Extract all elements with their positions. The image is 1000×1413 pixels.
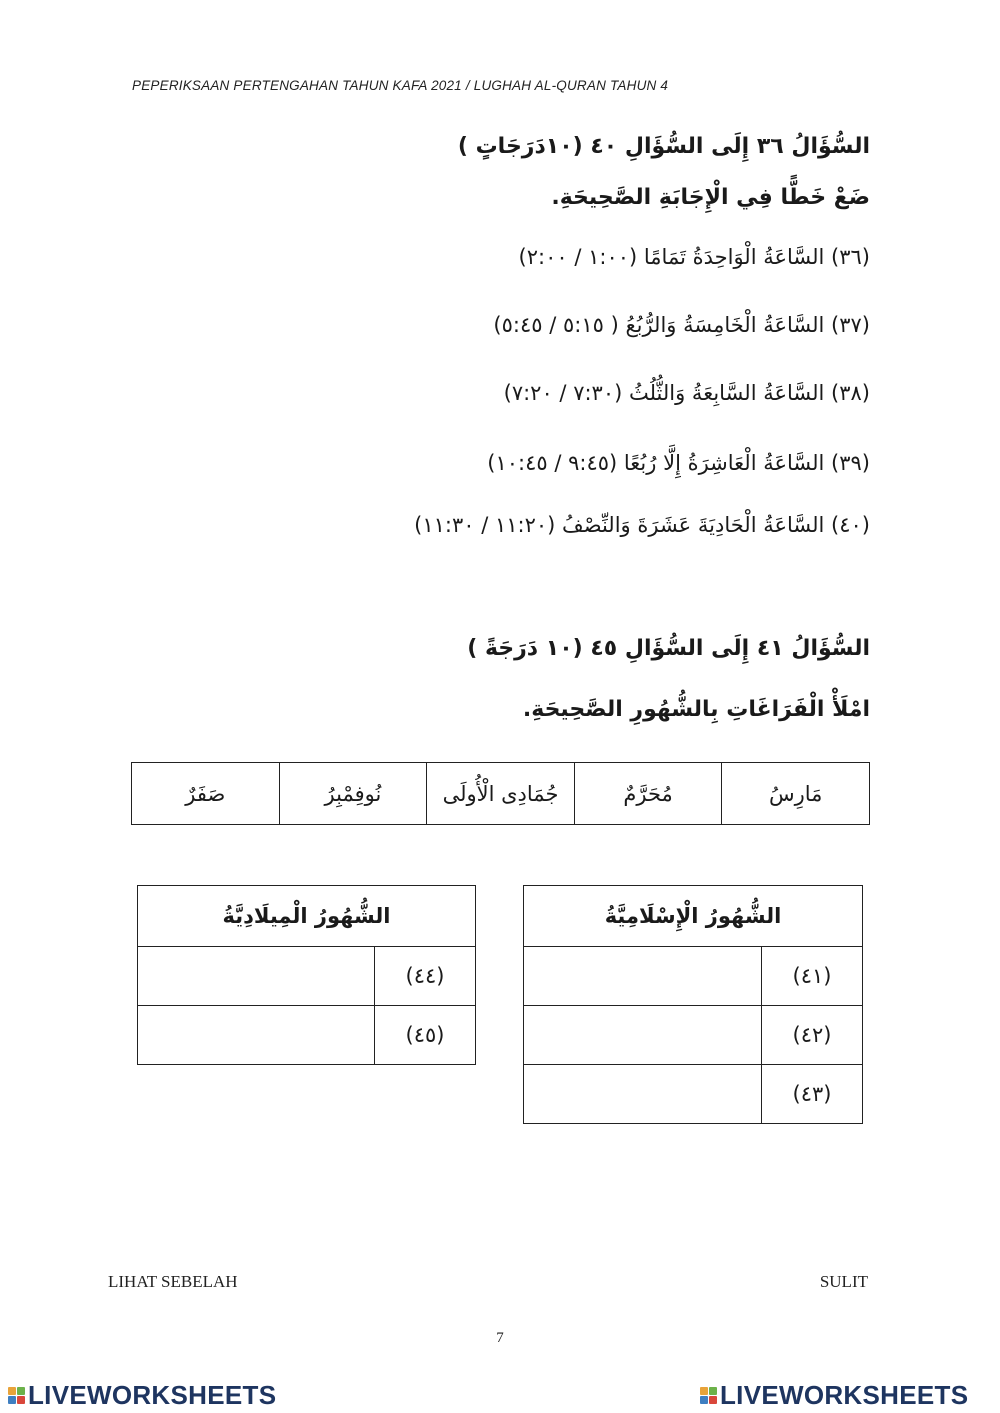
question-36[interactable]: (٣٦) السَّاعَةُ الْوَاحِدَةُ تَمَامًا (١:٠٠ / ٢:٠٠) [518, 245, 870, 269]
month-option[interactable]: جُمَادِى الْأُولَى [427, 763, 575, 825]
question-40[interactable]: (٤٠) السَّاعَةُ الْحَادِيَةَ عَشَرَةَ وَالنِّصْفُ (١١:٢٠ / ١١:٣٠) [414, 513, 870, 537]
month-word-bank [131, 762, 870, 825]
footer-left: LIHAT SEBELAH [108, 1272, 238, 1291]
page-header: PEPERIKSAAN PERTENGAHAN TAHUN KAFA 2021 / LUGHAH AL-QURAN TAHUN 4 [132, 78, 669, 93]
question-number: (٤٣) [762, 1065, 863, 1124]
answer-44-field[interactable] [138, 947, 375, 1006]
islamic-table-title: الشُّهُورُ الْإِسْلَامِيَّةُ [524, 886, 863, 947]
islamic-months-table [523, 885, 863, 1124]
section1-instruction: ضَعْ خَطًّا فِي الْإِجَابَةِ الصَّحِيحَةِ. [551, 185, 870, 210]
liveworksheets-brand-left[interactable] [8, 1380, 276, 1411]
question-37[interactable]: (٣٧) السَّاعَةُ الْخَامِسَةُ وَالرُّبُعُ ( ٥:١٥ / ٥:٤٥) [493, 313, 870, 337]
month-option[interactable]: مَارِسُ [722, 763, 870, 825]
liveworksheets-logo-icon [8, 1387, 25, 1404]
question-number: (٤١) [762, 947, 863, 1006]
question-number: (٤٤) [375, 947, 476, 1006]
section1-heading: السُّؤَالُ ٣٦ إِلَى السُّؤَالِ ٤٠ (١٠دَرَجَاتٍ ) [457, 134, 870, 159]
page-number: 7 [496, 1330, 504, 1346]
answer-45-field[interactable] [138, 1006, 375, 1065]
month-option[interactable]: مُحَرَّمٌ [574, 763, 722, 825]
liveworksheets-logo-icon [700, 1387, 717, 1404]
month-option[interactable]: نُوفِمْبِرُ [279, 763, 427, 825]
footer-right: SULIT [819, 1272, 868, 1291]
answer-43-field[interactable] [524, 1065, 762, 1124]
gregorian-months-table [137, 885, 476, 1065]
section2-heading: السُّؤَالُ ٤١ إِلَى السُّؤَالِ ٤٥ (١٠ دَرَجَةً ) [467, 636, 870, 661]
liveworksheets-brand-right[interactable] [700, 1380, 968, 1411]
gregorian-table-title: الشُّهُورُ الْمِيلَادِيَّةُ [138, 886, 476, 947]
question-number: (٤٥) [375, 1006, 476, 1065]
section2-instruction: امْلَأْ الْفَرَاغَاتِ بِالشُّهُورِ الصَّحِيحَةِ. [522, 697, 870, 722]
answer-42-field[interactable] [524, 1006, 762, 1065]
question-38[interactable]: (٣٨) السَّاعَةُ السَّابِعَةُ وَالثُّلُثُ (٧:٣٠ / ٧:٢٠) [503, 381, 870, 405]
question-number: (٤٢) [762, 1006, 863, 1065]
question-39[interactable]: (٣٩) السَّاعَةُ الْعَاشِرَةُ إِلَّا رُبُعًا (٩:٤٥ / ١٠:٤٥) [487, 451, 870, 475]
brand-text: LIVEWORKSHEETS [720, 1380, 969, 1410]
answer-41-field[interactable] [524, 947, 762, 1006]
brand-text: LIVEWORKSHEETS [28, 1380, 277, 1410]
month-option[interactable]: صَفَرٌ [132, 763, 280, 825]
